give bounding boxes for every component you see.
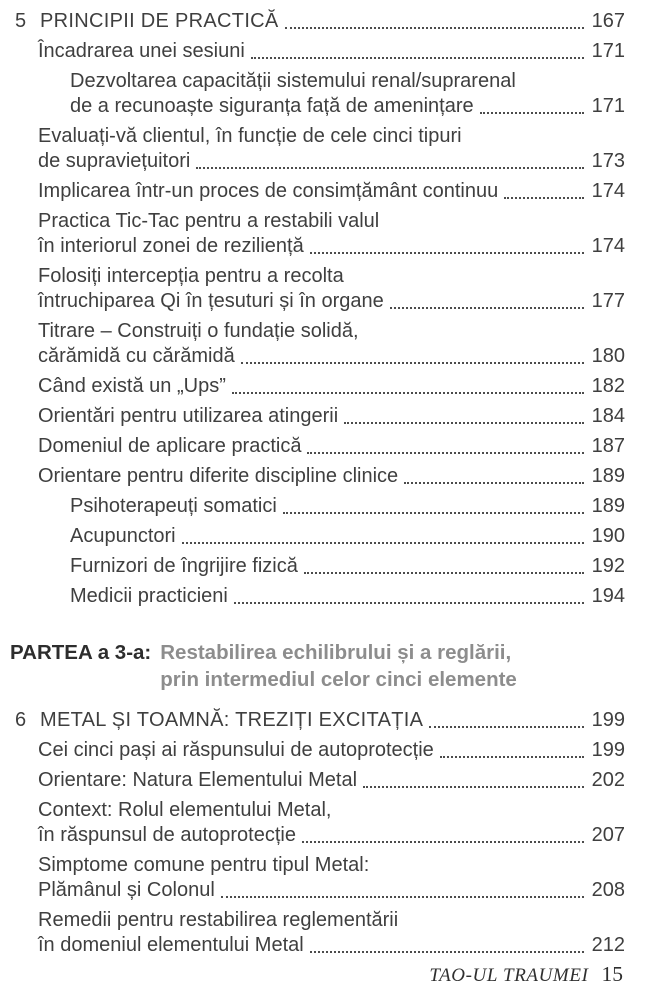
toc-line <box>15 69 625 94</box>
entry-title: Orientare pentru diferite discipline clinice <box>38 465 399 487</box>
toc-line <box>15 434 625 459</box>
page-number: 171 <box>591 40 625 62</box>
page-number: 207 <box>591 824 625 846</box>
part-heading <box>10 639 625 693</box>
entry-title: Domeniul de aplicare practică <box>38 435 302 457</box>
page-number: 171 <box>591 95 625 117</box>
entry-title: Implicarea într-un proces de consimțământ continuu <box>38 180 499 202</box>
page-number: 174 <box>591 180 625 202</box>
entry-title: Orientări pentru utilizarea atingerii <box>38 405 339 427</box>
dot-leader <box>196 167 583 169</box>
toc-line <box>15 554 625 579</box>
dot-leader <box>302 841 584 843</box>
page-footer <box>429 962 623 987</box>
page-number: 208 <box>591 879 625 901</box>
page-number: 199 <box>591 739 625 761</box>
toc-line <box>15 404 625 429</box>
entry-title-continued: în răspunsul de autoprotecție <box>38 824 296 846</box>
entry-title: Evaluați-vă clientul, în funcție de cele cinci tipuri <box>38 125 462 147</box>
toc-line <box>15 149 625 174</box>
page-number: 167 <box>591 10 625 32</box>
entry-title: Practica Tic-Tac pentru a restabili valul <box>38 210 380 232</box>
toc-entry <box>15 374 625 399</box>
chapter-title: METAL ȘI TOAMNĂ: TREZIȚI EXCITAȚIA <box>40 709 424 731</box>
chapter-number: 6 <box>15 709 27 731</box>
toc-subentry <box>15 494 625 519</box>
dot-leader <box>363 786 584 788</box>
toc-line <box>15 524 625 549</box>
toc-line <box>15 344 625 369</box>
dot-leader <box>390 307 584 309</box>
toc-line <box>15 494 625 519</box>
dot-leader <box>307 452 583 454</box>
toc-line <box>15 878 625 903</box>
dot-leader <box>232 392 584 394</box>
entry-title-continued: Plămânul și Colonul <box>38 879 215 901</box>
page-number: 190 <box>591 525 625 547</box>
entry-title: Psihoterapeuți somatici <box>70 495 277 517</box>
toc-entry <box>15 404 625 429</box>
toc-subentry <box>15 69 625 119</box>
page-number: 174 <box>591 235 625 257</box>
dot-leader <box>241 362 584 364</box>
page-number: 192 <box>591 555 625 577</box>
entry-title-continued: în domeniul elementului Metal <box>38 934 304 956</box>
entry-title: Cei cinci pași ai răspunsului de autoprotecție <box>38 739 434 761</box>
entry-title: Context: Rolul elementului Metal, <box>38 799 332 821</box>
dot-leader <box>344 422 583 424</box>
dot-leader <box>182 542 584 544</box>
dot-leader <box>440 756 584 758</box>
toc-entry <box>15 39 625 64</box>
page-number: 182 <box>591 375 625 397</box>
page-number: 180 <box>591 345 625 367</box>
toc-line <box>15 9 625 34</box>
toc-line <box>15 933 625 958</box>
entry-title: Furnizori de îngrijire fizică <box>70 555 298 577</box>
dot-leader <box>234 602 584 604</box>
chapter-number: 5 <box>15 10 27 32</box>
entry-title: Când există un „Ups” <box>38 375 226 397</box>
part-title-line: prin intermediul celor cinci elemente <box>160 668 517 691</box>
entry-title-continued: de supraviețuitori <box>38 150 191 172</box>
page-number: 212 <box>591 934 625 956</box>
toc-entry <box>15 124 625 174</box>
part-label: PARTEA a 3-a: <box>10 641 152 664</box>
toc-entry <box>15 434 625 459</box>
toc-line <box>15 289 625 314</box>
entry-title: Orientare: Natura Elementului Metal <box>38 769 358 791</box>
table-of-contents <box>10 9 625 958</box>
toc-line <box>15 584 625 609</box>
entry-title-continued: întruchiparea Qi în țesuturi și în organe <box>38 290 384 312</box>
toc-entry <box>15 179 625 204</box>
entry-title: Acupunctori <box>70 525 176 547</box>
entry-title: Dezvoltarea capacității sistemului renal/suprarenal <box>70 70 516 92</box>
page-number: 177 <box>591 290 625 312</box>
toc-chapter-entry <box>15 708 625 733</box>
toc-line <box>15 464 625 489</box>
entry-title-continued: în interiorul zonei de reziliență <box>38 235 304 257</box>
toc-entry <box>15 798 625 848</box>
entry-title: Titrare – Construiți o fundație solidă, <box>38 320 359 342</box>
toc-entry <box>15 768 625 793</box>
dot-leader <box>404 482 583 484</box>
entry-title: Folosiți intercepția pentru a recolta <box>38 265 344 287</box>
toc-chapter-entry <box>15 9 625 34</box>
page-number: 184 <box>591 405 625 427</box>
dot-leader <box>285 27 584 29</box>
toc-line <box>15 708 625 733</box>
toc-entry <box>15 319 625 369</box>
toc-line <box>15 823 625 848</box>
toc-line <box>15 179 625 204</box>
entry-title-continued: de a recunoaște siguranța față de amenințare <box>70 95 474 117</box>
entry-title-continued: cărămidă cu cărămidă <box>38 345 235 367</box>
page-number: 173 <box>591 150 625 172</box>
toc-line <box>15 209 625 234</box>
page-number: 189 <box>591 495 625 517</box>
entry-title: Remedii pentru restabilirea reglementării <box>38 909 399 931</box>
part-title <box>160 639 517 693</box>
entry-title: Simptome comune pentru tipul Metal: <box>38 854 370 876</box>
toc-line <box>15 234 625 259</box>
entry-title: Încadrarea unei sesiuni <box>38 40 245 62</box>
toc-entry <box>15 464 625 489</box>
dot-leader <box>480 112 584 114</box>
dot-leader <box>310 252 584 254</box>
dot-leader <box>504 197 583 199</box>
toc-line <box>15 39 625 64</box>
toc-line <box>15 94 625 119</box>
page-number: 199 <box>591 709 625 731</box>
toc-line <box>15 768 625 793</box>
toc-entry <box>15 853 625 903</box>
toc-line <box>15 124 625 149</box>
toc-subentry <box>15 554 625 579</box>
dot-leader <box>251 57 584 59</box>
dot-leader <box>221 896 584 898</box>
page-number: 194 <box>591 585 625 607</box>
dot-leader <box>429 726 583 728</box>
running-book-title: TAO-UL TRAUMEI <box>429 965 589 986</box>
toc-entry <box>15 209 625 259</box>
toc-line <box>15 374 625 399</box>
page-number: 189 <box>591 465 625 487</box>
entry-title: Medicii practicieni <box>70 585 228 607</box>
dot-leader <box>304 572 584 574</box>
page-number: 187 <box>591 435 625 457</box>
toc-line <box>15 853 625 878</box>
toc-entry <box>15 908 625 958</box>
toc-entry <box>15 264 625 314</box>
page-folio: 15 <box>601 962 623 986</box>
toc-subentry <box>15 524 625 549</box>
toc-line <box>15 798 625 823</box>
toc-line <box>15 264 625 289</box>
dot-leader <box>310 951 584 953</box>
dot-leader <box>283 512 584 514</box>
toc-line <box>15 738 625 763</box>
page-number: 202 <box>591 769 625 791</box>
toc-entry <box>15 738 625 763</box>
chapter-title: PRINCIPII DE PRACTICĂ <box>40 10 279 32</box>
toc-subentry <box>15 584 625 609</box>
toc-line <box>15 908 625 933</box>
toc-line <box>15 319 625 344</box>
part-title-line: Restabilirea echilibrului și a reglării, <box>160 641 512 664</box>
